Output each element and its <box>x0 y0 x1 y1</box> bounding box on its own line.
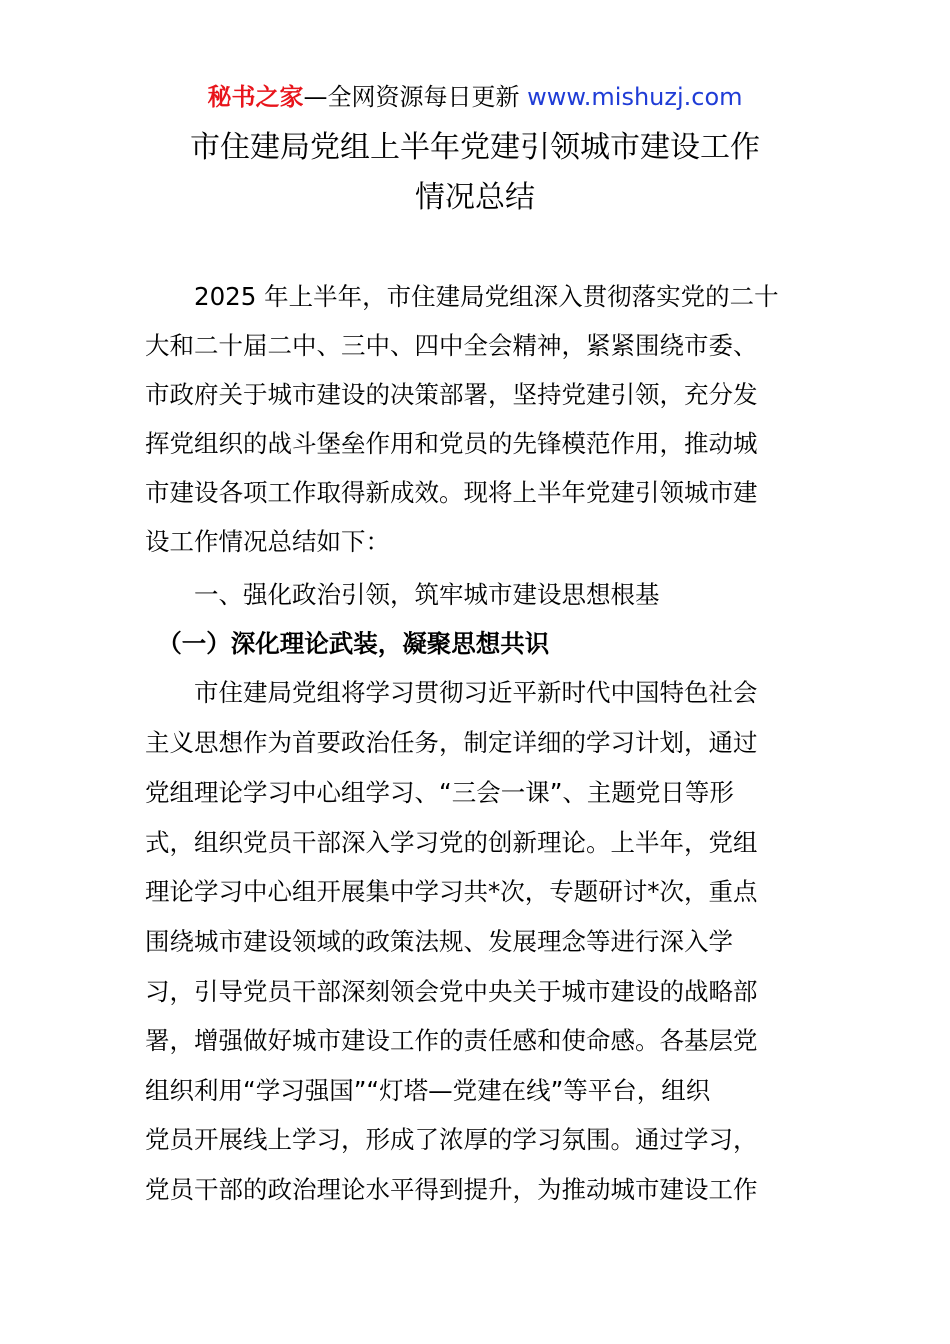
site-tagline: —全网资源每日更新 <box>303 83 528 111</box>
intro-line-4: 挥党组织的战斗堡垒作用和党员的先锋模范作用，推动城 <box>145 429 758 458</box>
intro-line-6: 设工作情况总结如下： <box>145 527 390 556</box>
site-brand-name: 秘书之家 <box>207 83 304 111</box>
site-url-link[interactable]: www.mishuzj.com <box>527 83 743 111</box>
section-1-line-7: 习，引导党员干部深刻领会党中央关于城市建设的战略部 <box>145 977 758 1006</box>
intro-line-1: 2025 年上半年，市住建局党组深入贯彻落实党的二十 <box>145 282 779 311</box>
section-1-line-9: 组织利用“学习强国”“灯塔—党建在线”等平台，组织 <box>145 1076 711 1105</box>
section-1-line-6: 围绕城市建设领域的政策法规、发展理念等进行深入学 <box>145 927 733 956</box>
section-1-line-11: 党员干部的政治理论水平得到提升，为推动城市建设工作 <box>145 1175 758 1204</box>
intro-line-2: 大和二十届二中、三中、四中全会精神，紧紧围绕市委、 <box>145 331 758 360</box>
document-title-line-2: 情况总结 <box>415 180 535 215</box>
intro-line-5: 市建设各项工作取得新成效。现将上半年党建引领城市建 <box>145 478 758 507</box>
section-1-line-1: 市住建局党组将学习贯彻习近平新时代中国特色社会 <box>145 678 758 707</box>
section-1-line-8: 署，增强做好城市建设工作的责任感和使命感。各基层党 <box>145 1026 758 1055</box>
document-title-line-1: 市住建局党组上半年党建引领城市建设工作 <box>190 130 760 165</box>
section-1-line-4: 式，组织党员干部深入学习党的创新理论。上半年，党组 <box>145 828 758 857</box>
section-1-line-2: 主义思想作为首要政治任务，制定详细的学习计划，通过 <box>145 728 758 757</box>
section-1-line-5: 理论学习中心组开展集中学习共*次，专题研讨*次，重点 <box>145 877 758 906</box>
site-banner <box>0 80 950 114</box>
intro-line-3: 市政府关于城市建设的决策部署，坚持党建引领，充分发 <box>145 380 758 409</box>
subsection-1-heading: （一）深化理论武装，凝聚思想共识 <box>145 629 550 658</box>
section-1-heading: 一、强化政治引领，筑牢城市建设思想根基 <box>145 580 660 609</box>
section-1-line-3: 党组理论学习中心组学习、“三会一课”、主题党日等形 <box>145 778 734 807</box>
section-1-line-10: 党员开展线上学习，形成了浓厚的学习氛围。通过学习， <box>145 1125 758 1154</box>
